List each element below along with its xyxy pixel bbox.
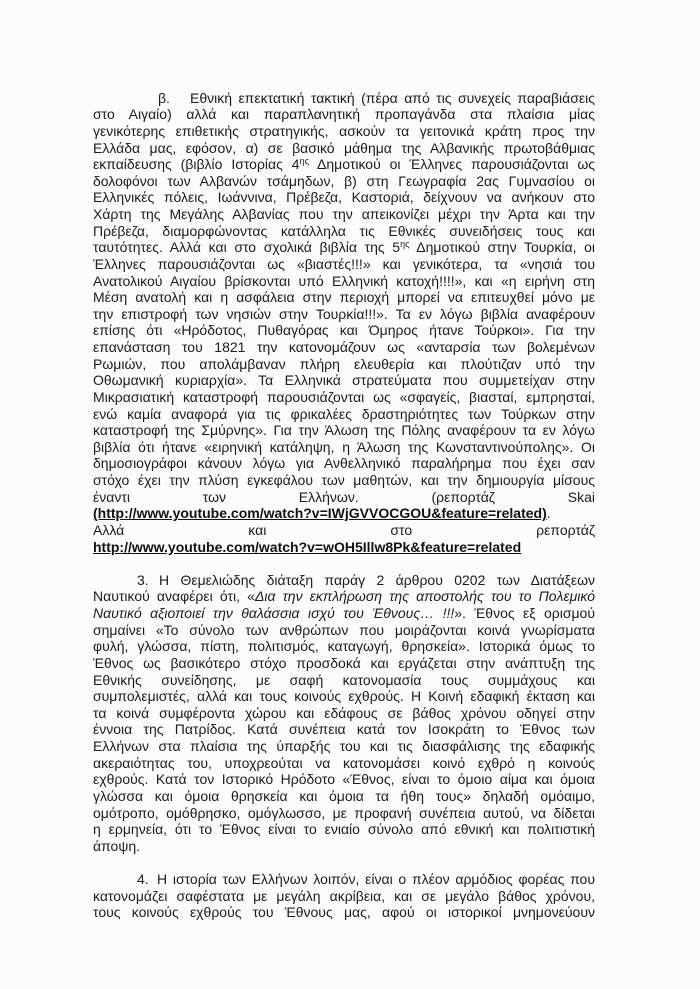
body-text-run: στόχο έχει την πλύση εγκεφάλου των μαθητών, και την δημιουργία μίσους: [93, 472, 595, 489]
body-text-run: η ερμηνεία, ότι το Έθνος είναι το ενιαίο σύνολο από εθνική και πολιτιστική: [93, 821, 595, 838]
text-line: [93, 123, 595, 140]
text-line: [93, 489, 595, 506]
body-text-run: Αλλά και στο ρεπορτάζ: [93, 521, 595, 538]
body-text-run: έννοια της Πατρίδος. Κατά συνέπεια κατά τον Ισοκράτη το Έθνος των: [93, 721, 595, 738]
text-line: [93, 239, 595, 256]
body-text-run: Ελλάδα μας, εφόσον, α) σε βασικό μάθημα της Αλβανικής πρωτοβάθμιας: [93, 139, 595, 156]
text-line: [93, 539, 595, 556]
text-line: [93, 206, 595, 223]
document-body: [93, 90, 595, 921]
body-text-run: Πρέβεζα, διαμορφώνοντας κατάλληλα τις Εθνικές συνειδήσεις τους και: [93, 222, 595, 239]
youtube-link[interactable]: (http://www.youtube.com/watch?v=IWjGVVOCGOU&feature=related): [93, 505, 547, 522]
text-line: [93, 306, 595, 323]
body-text-run: Ελλήνων στα πλαίσια της ύπαρξής του και τις διασφάλισης της εδαφικής: [93, 738, 595, 755]
text-line: [93, 522, 595, 539]
body-text-run: Η Θεμελιώδης διάταξη παράγ 2 άρθρου 0202 των Διατάξεων: [159, 571, 595, 588]
body-text-run: την επιστροφή των νησιών στην Τουρκία!!!». Τα εν λόγω βιβλία αναφέρουν: [93, 305, 595, 322]
text-line: [93, 655, 595, 672]
text-line: [93, 439, 595, 456]
text-line: [93, 455, 595, 472]
youtube-link[interactable]: http://www.youtube.com/watch?v=wOH5Illw8Pk&feature=related: [93, 538, 522, 555]
body-text-run: Εθνικής συνείδησης, με σαφή κατονομασία τους συμμάχους και: [93, 671, 595, 688]
body-text-run: βιβλία ότι ήτανε «ειρηνική κατάληψη, η Άλωση της Κωνσταντινούπολης». Οι: [93, 438, 595, 455]
body-text-run: τα κοινά συμφέροντα χώρου και εδάφους σε βάθος χρόνου οδηγεί στην: [93, 704, 595, 721]
body-text-run: Μέση ανατολή και η ασφάλεια στην περιοχή μπορεί να επιτευχθεί μόνο με: [93, 289, 595, 306]
body-text-run: επανάσταση του 1821 την κατονομάζουν ως «ανταρσία των βολεμένων: [93, 339, 595, 356]
body-text-run: σημαίνει «Το σύνολο των ανθρώπων που μοιράζονται κοινά γνωρίσματα: [93, 621, 595, 638]
text-line: [93, 638, 595, 655]
body-text-run: φυλή, γλώσσα, πίστη, πολιτισμός, καταγωγή, θρησκεία». Ιστορικά όμως το: [93, 638, 595, 655]
body-text-run: Εθνική επεκτατική τακτική (πέρα από τις συνεχείς παραβιάσεις: [190, 89, 595, 106]
text-line: [93, 721, 595, 738]
body-text-run: ακεραιότητας του, υποχρεούται να κατονομάσει κοινό εχθρό η κοινούς: [93, 754, 595, 771]
paragraph-number-label: 3.: [137, 571, 149, 588]
text-line: [93, 90, 595, 107]
body-text-run: Οθωμανική κυριαρχία». Τα Ελληνικά στρατεύματα που συμμετείχαν στην: [93, 372, 595, 389]
paragraph: [93, 90, 595, 556]
text-line: [93, 771, 595, 788]
text-line: [93, 672, 595, 689]
body-text-run: Έλληνες παρουσιάζονται ως «βιαστές!!!» και γενικότερα, τα «νησιά του: [93, 255, 595, 272]
text-line: [93, 838, 595, 855]
text-line: [93, 339, 595, 356]
italic-quote-text: Δια την εκπλήρωση της αποστολής του το Πολεμικό: [254, 588, 595, 605]
paragraph: [93, 871, 595, 921]
body-text-run: ταυτότητες. Αλλά και στο σχολικά βιβλία της 5: [93, 239, 401, 256]
text-line: [93, 273, 595, 290]
body-text-run: άποψη.: [93, 837, 140, 854]
body-text-run: Ρωμιών, που απολάμβαναν πλήρη ελευθερία και πλούτιζαν υπό την: [93, 355, 595, 372]
text-line: [93, 904, 595, 921]
body-text-run: Δημοτικού οι Έλληνες παρουσιάζονται ως: [308, 156, 595, 173]
body-text-run: Μικρασιατική καταστροφή παρουσιάζονται ως «σφαγείς, βιασταί, εμπρησταί,: [93, 388, 595, 405]
text-line: [93, 189, 595, 206]
body-text-run: κατονομάζει σαφέστατα με μεγάλη ακρίβεια, και σε μεγάλο βάθος χρόνου,: [93, 887, 595, 904]
body-text-run: δημοσιογράφοι κάνουν λόγω για Ανθελληνικό παραλήρημα που έχει σαν: [93, 455, 595, 472]
text-line: [93, 788, 595, 805]
text-line: [93, 505, 595, 522]
text-line: [93, 738, 595, 755]
text-line: [93, 888, 595, 905]
body-text-run: επίσης ότι «Ηρόδοτος, Πυθαγόρας και Όμηρος ήτανε Τούρκοι». Για την: [93, 322, 595, 339]
ordinal-superscript: ης: [299, 156, 309, 167]
text-line: [93, 705, 595, 722]
text-line: [93, 322, 595, 339]
text-line: [93, 472, 595, 489]
body-text-run: έναντι των Ελλήνων. (ρεπορτάζ Skai: [93, 488, 595, 505]
body-text-run: εκπαίδευσης (βιβλίο Ιστορίας 4: [93, 156, 300, 173]
body-text-run: γλώσσα και όμοια θρησκεία και όμοια τα ήθη τους» δηλαδή ομόαιμο,: [93, 787, 595, 804]
body-text-run: .: [546, 505, 551, 522]
body-text-run: στο Αιγαίο) αλλά και παραπλανητική προπαγάνδα στα πλαίσια μίας: [93, 106, 595, 123]
text-line: [93, 605, 595, 622]
text-line: [93, 223, 595, 240]
text-line: [93, 389, 595, 406]
body-text-run: γενικότερης επιθετικής στρατηγικής, ασκούν τα γειτονικά κράτη προς την: [93, 122, 595, 139]
text-line: [93, 572, 595, 589]
text-line: [93, 173, 595, 190]
text-line: [93, 805, 595, 822]
text-line: [93, 871, 595, 888]
body-text-run: Η ιστορία των Ελλήνων λοιπόν, είναι ο πλέον αρμόδιος φορέας που: [157, 871, 595, 888]
text-line: [93, 156, 595, 173]
text-line: [93, 256, 595, 273]
text-line: [93, 356, 595, 373]
text-line: [93, 755, 595, 772]
body-text-run: συμπολεμιστές, αλλά και τους κοινούς εχθρούς. Η Κοινή εδαφική έκταση και: [93, 688, 595, 705]
text-line: [93, 106, 595, 123]
paragraph-number-label: 4.: [137, 871, 149, 888]
body-text-run: Έθνος ως βασικότερο στόχο προσδοκά και εργάζεται στην ανάπτυξη της: [93, 654, 595, 671]
text-line: [93, 140, 595, 157]
text-line: [93, 406, 595, 423]
text-line: [93, 622, 595, 639]
body-text-run: καταστροφή της Σμύρνης». Για την Άλωση της Πόλης αναφέρουν τα εν λόγω: [93, 422, 595, 439]
ordinal-superscript: ης: [400, 239, 410, 250]
text-line: [93, 821, 595, 838]
text-line: [93, 289, 595, 306]
body-text-run: εχθρούς. Κατά τον Ιστορικό Ηρόδοτο «Έθνος, είναι το όμοιο αίμα και όμοια: [93, 771, 595, 788]
text-line: [93, 688, 595, 705]
italic-quote-text: Ναυτικό αξιοποιεί την θαλάσσια ισχύ του Έθνους… !!!: [93, 605, 455, 622]
body-text-run: Ναυτικού αναφέρει ότι, «: [93, 588, 255, 605]
body-text-run: ενώ καμία αναφορά για τις φρικαλέες δραστηριότητες των Τούρκων στην: [93, 405, 595, 422]
body-text-run: δολοφόνοι των Αλβανών τσάμηδων, β) στη Γεωγραφία 2ας Γυμνασίου οι: [93, 172, 595, 189]
text-line: [93, 372, 595, 389]
body-text-run: τους κοινούς εχθρούς του Έθνους μας, αφού οι ιστορικοί μνημονεύουν: [93, 904, 595, 921]
body-text-run: ομότροπο, ομόθρησκο, ομόγλωσσο, με προφανή συνέπεια αυτού, να δίδεται: [93, 804, 595, 821]
paragraph-number-label: β.: [158, 89, 170, 106]
body-text-run: ». Έθνος εξ ορισμού: [454, 605, 595, 622]
text-line: [93, 422, 595, 439]
text-line: [93, 588, 595, 605]
body-text-run: Ανατολικού Αιγαίου βρίσκονται υπό Ελληνική κατοχή!!!!», και «η ειρήνη στη: [93, 272, 595, 289]
body-text-run: Δημοτικού στην Τουρκία, οι: [409, 239, 595, 256]
paragraph: [93, 572, 595, 855]
body-text-run: Ελληνικές πόλεις, Ιωάννινα, Πρέβεζα, Καστοριά, δείχνουν να ανήκουν στο: [93, 189, 595, 206]
body-text-run: Χάρτη της Μεγάλης Αλβανίας που την απεικονίζει μέχρι την Άρτα και την: [93, 206, 595, 223]
